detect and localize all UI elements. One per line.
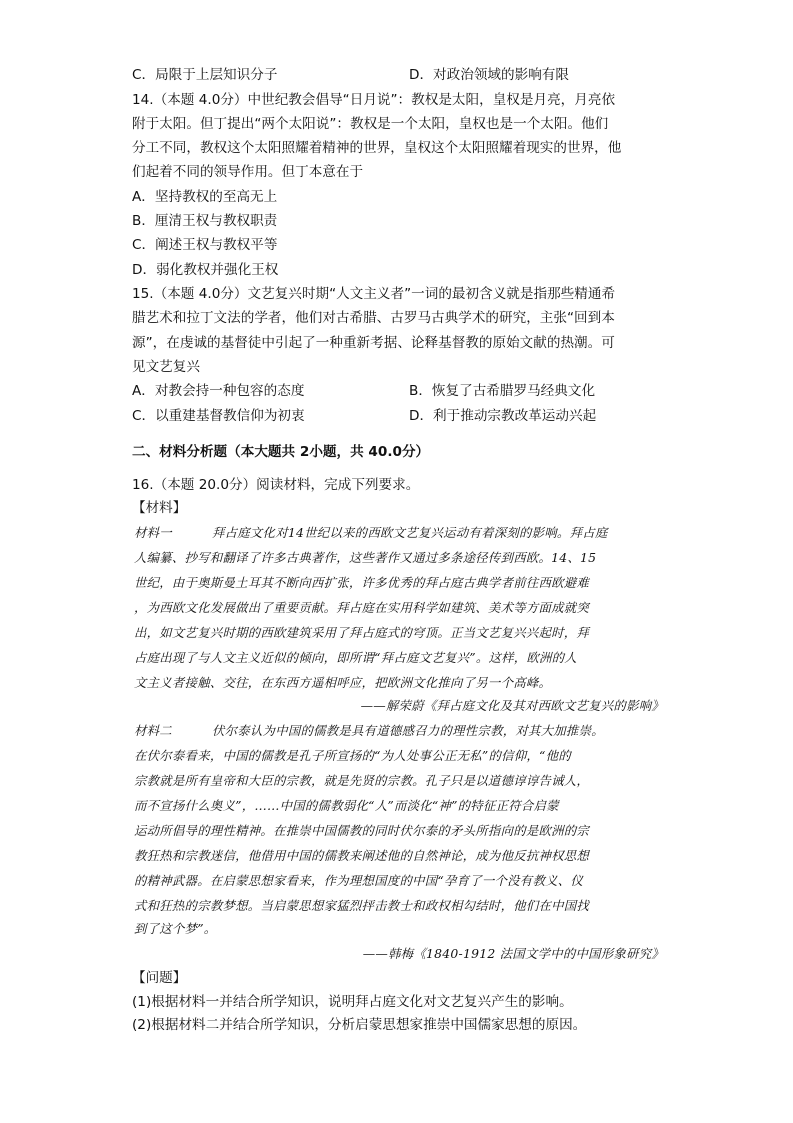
material2-line: 教狂热和宗教迷信，他借用中国的儒教来阐述他的自然神论，成为他反抗神权思想 [134,848,590,863]
q16-stem: 16.（本题 20.0分）阅读材料，完成下列要求。 [132,477,420,493]
material2-line: 运动所倡导的理性精神。在推崇中国儒教的同时伏尔泰的矛头所指向的是欧洲的宗 [134,823,590,838]
question-item: (1)根据材料一并结合所学知识，说明拜占庭文化对文艺复兴产生的影响。 [132,994,573,1010]
question-item: (2)根据材料二并结合所学知识，分析启蒙思想家推崇中国儒家思想的原因。 [132,1017,587,1033]
q14-option-a: A．坚持教权的至高无上 [132,189,278,205]
material2-line: 式和狂热的宗教梦想。当启蒙思想家猛烈抨击教士和政权相勾结时，他们在中国找 [134,898,590,913]
material1-line: 世纪，由于奥斯曼土耳其不断向西扩张，许多优秀的拜占庭古典学者前往西欧避难 [134,575,590,590]
q15-option-a: A．对教会持一种包容的态度 [132,383,305,399]
material2-line: 而不宣扬什么奥义”，……中国的儒教弱化“人”而淡化“神”的特征正符合启蒙 [134,798,559,813]
q14-stem-line: 14.（本题 4.0分）中世纪教会倡导“日月说”：教权是太阳，皇权是月亮，月亮依 [132,92,616,108]
material1-source: ——解荣蔚《拜占庭文化及其对西欧文艺复兴的影响》 [360,698,664,713]
material2-line: 到了这个梦”。 [134,921,217,936]
material2-line: 在伏尔泰看来，中国的儒教是孔子所宣扬的“为人处事公正无私”的信仰，“他的 [134,748,571,763]
question-tag: 【问题】 [132,970,187,986]
material1-line: 占庭出现了与人文主义近似的倾向，即所谓“拜占庭文艺复兴”。这样，欧洲的人 [134,650,577,665]
q15-option-b: B．恢复了古希腊罗马经典文化 [409,383,596,399]
q14-option-c: C．阐述王权与教权平等 [132,237,278,253]
q15-stem-line: 见文艺复兴 [132,359,200,375]
q15-stem-line: 腊艺术和拉丁文法的学者，他们对古希腊、古罗马古典学术的研究，主张“回到本 [132,310,615,326]
material2-label: 材料二 [134,723,172,738]
q14-stem-line: 分工不同，教权这个太阳照耀着精神的世界，皇权这个太阳照耀着现实的世界，他 [132,140,622,156]
material2-line: 宗教就是所有皇帝和大臣的宗教，就是先贤的宗教。孔子只是以道德谆谆告诫人， [134,773,590,788]
q13-option-c: C．局限于上层知识分子 [132,67,278,83]
material-tag: 【材料】 [132,500,187,516]
q13-option-d: D．对政治领域的影响有限 [409,67,569,83]
material2-line: 伏尔泰认为中国的儒教是具有道德感召力的理性宗教，对其大加推崇。 [212,723,604,738]
material2-source: ——韩梅《1840-1912 法国文学中的中国形象研究》 [362,946,664,961]
q14-option-b: B．厘清王权与教权职责 [132,213,278,229]
q15-option-c: C．以重建基督教信仰为初衷 [132,408,305,424]
q15-stem-line: 15.（本题 4.0分）文艺复兴时期“人文主义者”一词的最初含义就是指那些精通希 [132,286,616,302]
material2-line: 的精神武器。在启蒙思想家看来，作为理想国度的中国“孕育了一个没有教义、仪 [134,873,584,888]
q14-stem-line: 们起着不同的领导作用。但丁本意在于 [132,164,364,180]
material1-line: 文主义者接触、交往，在东西方遥相呼应，把欧洲文化推向了另一个高峰。 [134,675,552,690]
q15-stem-line: 源”，在虔诚的基督徒中引起了一种重新考据、论释基督教的原始文献的热潮。可 [132,335,615,351]
q15-option-d: D．利于推动宗教改革运动兴起 [409,408,597,424]
material1-line: 出，如文艺复兴时期的西欧建筑采用了拜占庭式的穹顶。正当文艺复兴兴起时，拜 [134,625,590,640]
material1-line: 拜占庭文化对14世纪以来的西欧文艺复兴运动有着深刻的影响。拜占庭 [212,525,608,540]
section-heading: 二、材料分析题（本大题共 2小题，共 40.0分） [132,444,430,460]
q14-stem-line: 附于太阳。但丁提出“两个太阳说”：教权是一个太阳，皇权也是一个太阳。他们 [132,116,609,132]
q14-option-d: D．弱化教权并强化王权 [132,262,279,278]
material1-line: ，为西欧文化发展做出了重要贡献。拜占庭在实用科学如建筑、美术等方面成就突 [134,600,590,615]
material1-label: 材料一 [134,525,172,540]
material1-line: 人编纂、抄写和翻译了许多古典著作，这些著作又通过多条途径传到西欧。14、15 [134,550,597,565]
